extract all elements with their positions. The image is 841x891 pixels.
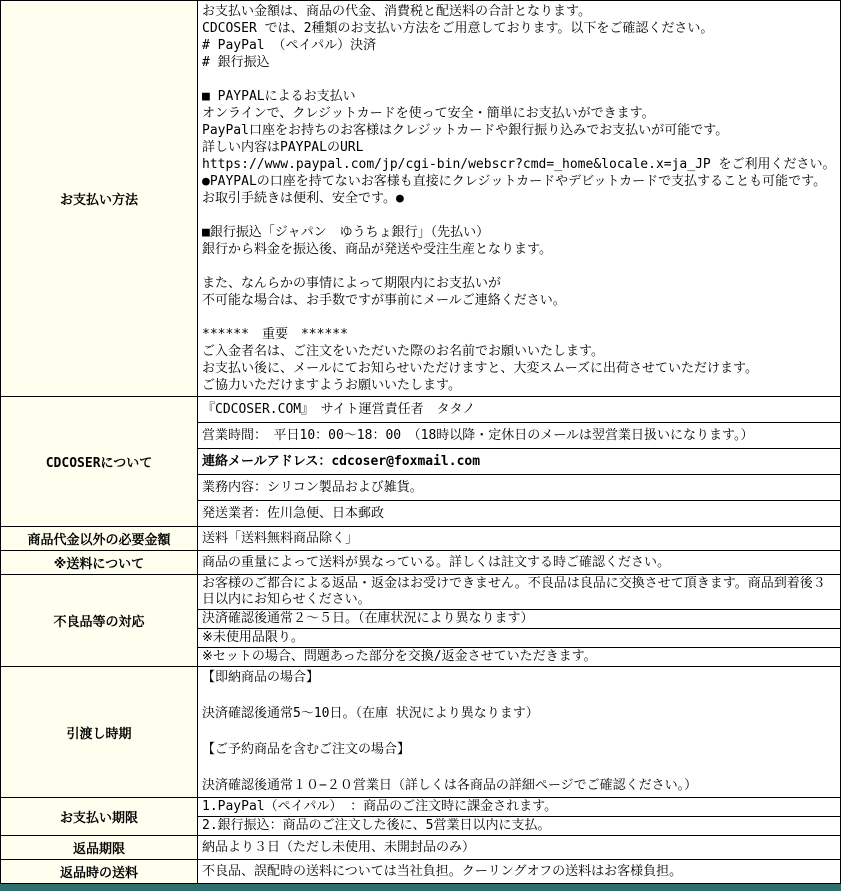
row-header-payment-deadline: お支払い期限 [1, 798, 198, 836]
table-row-return-deadline [1, 836, 841, 860]
text-line: ご協力いただけますようお願いいたします。 [202, 378, 461, 393]
text-line: オンラインで、クレジットカードを使って安全・簡単にお支払いができます。 [202, 106, 655, 121]
text-line: お支払い後に、メールにてお知らせいただけますと、大変スムーズに出荷させていただけます。 [202, 361, 759, 376]
payment-method-content [198, 1, 841, 397]
site-operator-text: 『CDCOSER.COM』 サイト運営責任者 タタノ [198, 397, 840, 423]
table-row-about [1, 397, 841, 527]
payment-deadline-content [198, 798, 841, 836]
return-deadline-text: 納品より３日（ただし未使用、未開封品のみ） [202, 840, 476, 855]
defective-unused-only-text: ※未使用品限り。 [198, 629, 840, 648]
text-line [202, 723, 836, 741]
about-content [198, 397, 841, 527]
table-row-defective [1, 575, 841, 667]
contact-email-text: 連絡メールアドレス：cdcoser@foxmail.com [198, 449, 840, 475]
extra-fees-text: 送料「送料無料商品除く」 [202, 531, 359, 546]
text-line [202, 759, 836, 777]
text-line: お支払い金額は、商品の代金、消費税と配送料の合計となります。 [202, 4, 591, 19]
row-header-extra-fees: 商品代金以外の必要金額 [1, 527, 198, 551]
text-line [202, 71, 836, 88]
defective-processing-time-text: 決済確認後通常２〜５日。（在庫状況により異なります） [198, 610, 840, 629]
payment-deadline-bank-text: 2.銀行振込：商品のご注文した後に、5営業日以内に支払。 [202, 818, 551, 833]
business-description-text: 業務内容：シリコン製品および雑貨。 [198, 475, 840, 501]
return-shipping-content [198, 860, 841, 884]
text-line [202, 258, 836, 275]
text-line: # 銀行振込 [202, 55, 270, 70]
text-line [202, 687, 836, 705]
delivery-lines [198, 667, 840, 797]
table-row-payment-deadline [1, 798, 841, 836]
table-row-shipping [1, 551, 841, 575]
payment-method-lines [198, 1, 840, 396]
return-deadline-content [198, 836, 841, 860]
row-header-about: CDCOSERについて [1, 397, 198, 527]
text-line: 【ご予約商品を含むご注文の場合】 [202, 742, 411, 757]
business-hours-text: 営業時間： 平日10：00〜18：00 （18時以降・定休日のメールは翌営業日扱いになります。） [198, 423, 840, 449]
table-row-extra-fees [1, 527, 841, 551]
row-header-delivery: 引渡し時期 [1, 667, 198, 798]
text-line: 不可能な場合は、お手数ですが事前にメールご連絡ください。 [202, 293, 566, 308]
text-line: 【即納商品の場合】 [202, 670, 320, 685]
delivery-content [198, 667, 841, 798]
row-header-payment-method: お支払い方法 [1, 1, 198, 397]
table-row-delivery [1, 667, 841, 798]
text-line: また、なんらかの事情によって期限内にお支払いが [202, 276, 502, 291]
row-header-return-deadline: 返品期限 [1, 836, 198, 860]
row-header-shipping: ※送料について [1, 551, 198, 575]
text-line: PayPal口座をお持ちのお客様はクレジットカードや銀行振り込みでお支払いが可能です。 [202, 123, 729, 138]
text-line: 決済確認後通常１０−２０営業日（詳しくは各商品の詳細ページでご確認ください。） [202, 778, 698, 793]
table-row-payment-method [1, 1, 841, 397]
text-line: ご入金者名は、ご注文をいただいた際のお名前でお願いいたします。 [202, 344, 604, 359]
text-line: 銀行から料金を振込後、商品が発送や受注生産となります。 [202, 242, 552, 257]
defective-content [198, 575, 841, 667]
text-line: ■銀行振込「ジャパン ゆうちょ銀行」（先払い） [202, 225, 490, 240]
text-line: # PayPal （ペイパル）決済 [202, 38, 377, 53]
table-row-return-shipping [1, 860, 841, 884]
return-shipping-text: 不良品、誤配時の送料については当社負担。クーリングオフの送料はお客様負担。 [202, 864, 683, 879]
defective-set-policy-text: ※セットの場合、問題あった部分を交換/返金させていただきます。 [202, 649, 597, 664]
payment-deadline-paypal-text: 1.PayPal（ペイパル） ：商品のご注文時に課金されます。 [198, 798, 840, 817]
text-line: ■ PAYPALによるお支払い [202, 89, 356, 104]
row-header-return-shipping: 返品時の送料 [1, 860, 198, 884]
text-line [202, 207, 836, 224]
text-line: 決済確認後通常5〜10日。（在庫 状況により異なります） [202, 706, 539, 721]
shipping-text: 商品の重量によって送料が異なっている。詳しくは註文する時ご確認ください。 [202, 555, 671, 570]
text-line: ****** 重要 ****** [202, 327, 348, 342]
text-line: CDCOSER では、2種類のお支払い方法をご用意しております。以下をご確認ください。 [202, 21, 714, 36]
shipping-carriers-text: 発送業者：佐川急便、日本郵政 [202, 506, 385, 521]
text-line: https://www.paypal.com/jp/cgi-bin/webscr?cmd=_home&locale.x=ja_JP をご利用ください。 [202, 157, 836, 172]
shipping-content [198, 551, 841, 575]
defective-policy-text: お客様のご都合による返品・返金はお受けできません。不良品は良品に交換させて頂きます。商品到着後３日以内にお知らせください。 [198, 575, 840, 610]
row-header-defective: 不良品等の対応 [1, 575, 198, 667]
text-line: ●PAYPALの口座を持てないお客様も直接にクレジットカードやデビットカードで支払することも可能です。 [202, 174, 827, 189]
extra-fees-content [198, 527, 841, 551]
text-line: 詳しい内容はPAYPALのURL [202, 140, 364, 155]
text-line [202, 309, 836, 326]
text-line: お取引手続きは便利、安全です。● [202, 191, 404, 206]
section-divider-bar [0, 884, 841, 891]
